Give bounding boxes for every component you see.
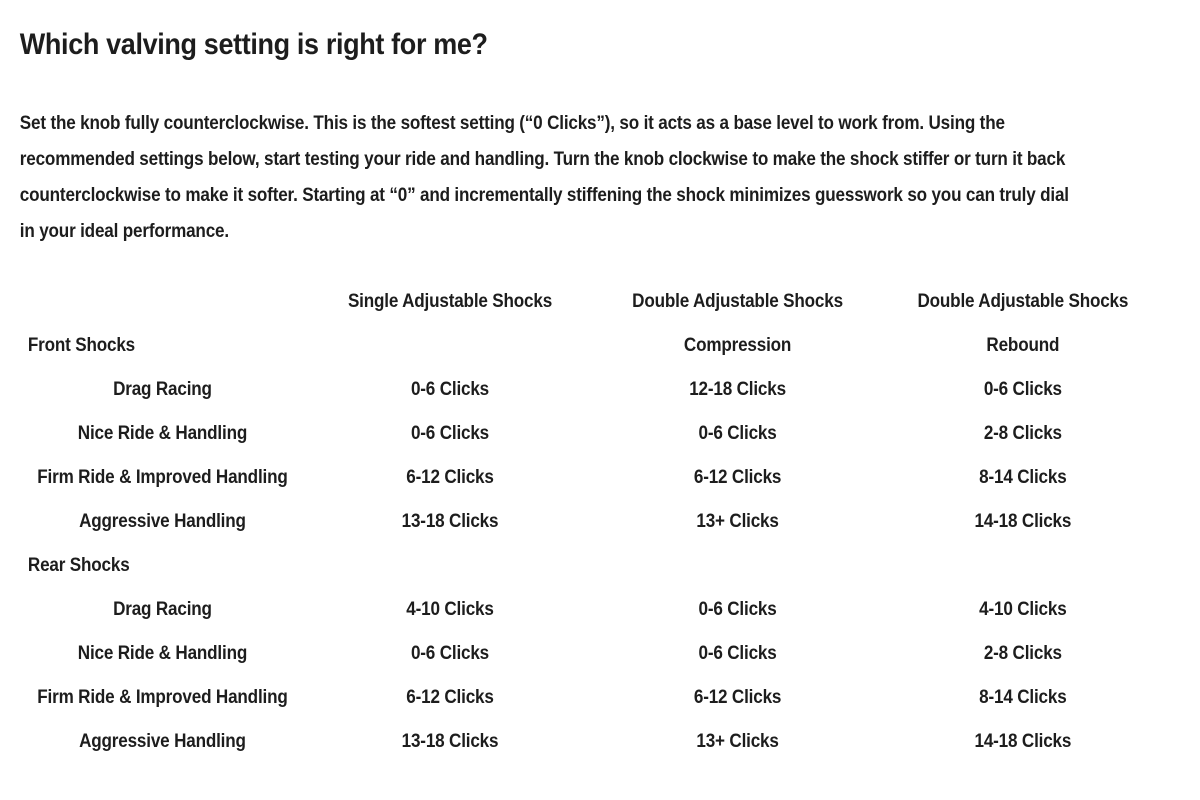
- table-cell: 4-10 Clicks: [979, 599, 1067, 620]
- table-cell: Front Shocks: [27, 335, 136, 356]
- table-cell: Nice Ride & Handling: [77, 423, 248, 444]
- intro-line: recommended settings below, start testing your ride and handling. Turn the knob clockwise to make the shock stiffer or turn it back: [19, 149, 1066, 170]
- table-cell: 13+ Clicks: [696, 731, 779, 752]
- table-cell: Firm Ride & Improved Handling: [37, 687, 288, 708]
- table-cell: 13-18 Clicks: [401, 511, 499, 532]
- table-cell: 0-6 Clicks: [698, 643, 777, 664]
- table-cell: 2-8 Clicks: [983, 423, 1062, 444]
- table-row: [20, 676, 1178, 720]
- table-cell: 6-12 Clicks: [693, 687, 782, 708]
- intro-line: counterclockwise to make it softer. Starting at “0” and incrementally stiffening the shock minimizes guesswork so you can truly dial: [19, 185, 1069, 206]
- table-row: [20, 544, 1178, 588]
- table-cell: 6-12 Clicks: [693, 467, 782, 488]
- table-cell: 14-18 Clicks: [974, 731, 1072, 752]
- table-row: [20, 588, 1178, 632]
- table-cell: Firm Ride & Improved Handling: [37, 467, 288, 488]
- table-cell: Rear Shocks: [27, 555, 130, 576]
- valving-settings-table: [20, 280, 1178, 764]
- intro-paragraph: [20, 106, 1178, 250]
- table-cell: Aggressive Handling: [79, 511, 246, 532]
- table-cell: 0-6 Clicks: [410, 379, 490, 400]
- table-header-cell: Double Adjustable Shocks: [632, 291, 843, 312]
- table-row: [20, 368, 1178, 412]
- table-cell: Drag Racing: [113, 599, 212, 620]
- table-row: [20, 500, 1178, 544]
- table-cell: 4-10 Clicks: [406, 599, 494, 620]
- table-header-row: [20, 280, 1178, 324]
- table-row: [20, 720, 1178, 764]
- table-cell: 6-12 Clicks: [406, 687, 494, 708]
- table-cell: 0-6 Clicks: [410, 643, 490, 664]
- table-cell: Nice Ride & Handling: [77, 643, 248, 664]
- table-cell: Rebound: [986, 335, 1060, 356]
- table-cell: Compression: [683, 335, 792, 356]
- intro-line: in your ideal performance.: [19, 221, 229, 242]
- table-row: [20, 632, 1178, 676]
- intro-line: Set the knob fully counterclockwise. This is the softest setting (“0 Clicks”), so it acts as a base level to work from. Using the: [19, 113, 1005, 134]
- table-row: [20, 412, 1178, 456]
- table-cell: 0-6 Clicks: [983, 379, 1062, 400]
- table-row: [20, 324, 1178, 368]
- table-cell: 8-14 Clicks: [979, 467, 1067, 488]
- table-cell: 14-18 Clicks: [974, 511, 1072, 532]
- table-header-cell: Double Adjustable Shocks: [917, 291, 1129, 312]
- table-cell: 0-6 Clicks: [410, 423, 490, 444]
- page-title: Which valving setting is right for me?: [19, 28, 488, 61]
- table-cell: 8-14 Clicks: [979, 687, 1067, 708]
- table-cell: 13+ Clicks: [696, 511, 779, 532]
- table-cell: Drag Racing: [113, 379, 212, 400]
- table-header-cell: Single Adjustable Shocks: [347, 291, 553, 312]
- table-cell: 13-18 Clicks: [401, 731, 499, 752]
- table-cell: 6-12 Clicks: [406, 467, 494, 488]
- table-cell: 0-6 Clicks: [698, 599, 777, 620]
- table-cell: 0-6 Clicks: [698, 423, 777, 444]
- table-cell: 12-18 Clicks: [689, 379, 786, 400]
- table-cell: 2-8 Clicks: [983, 643, 1062, 664]
- table-cell: Aggressive Handling: [79, 731, 246, 752]
- table-row: [20, 456, 1178, 500]
